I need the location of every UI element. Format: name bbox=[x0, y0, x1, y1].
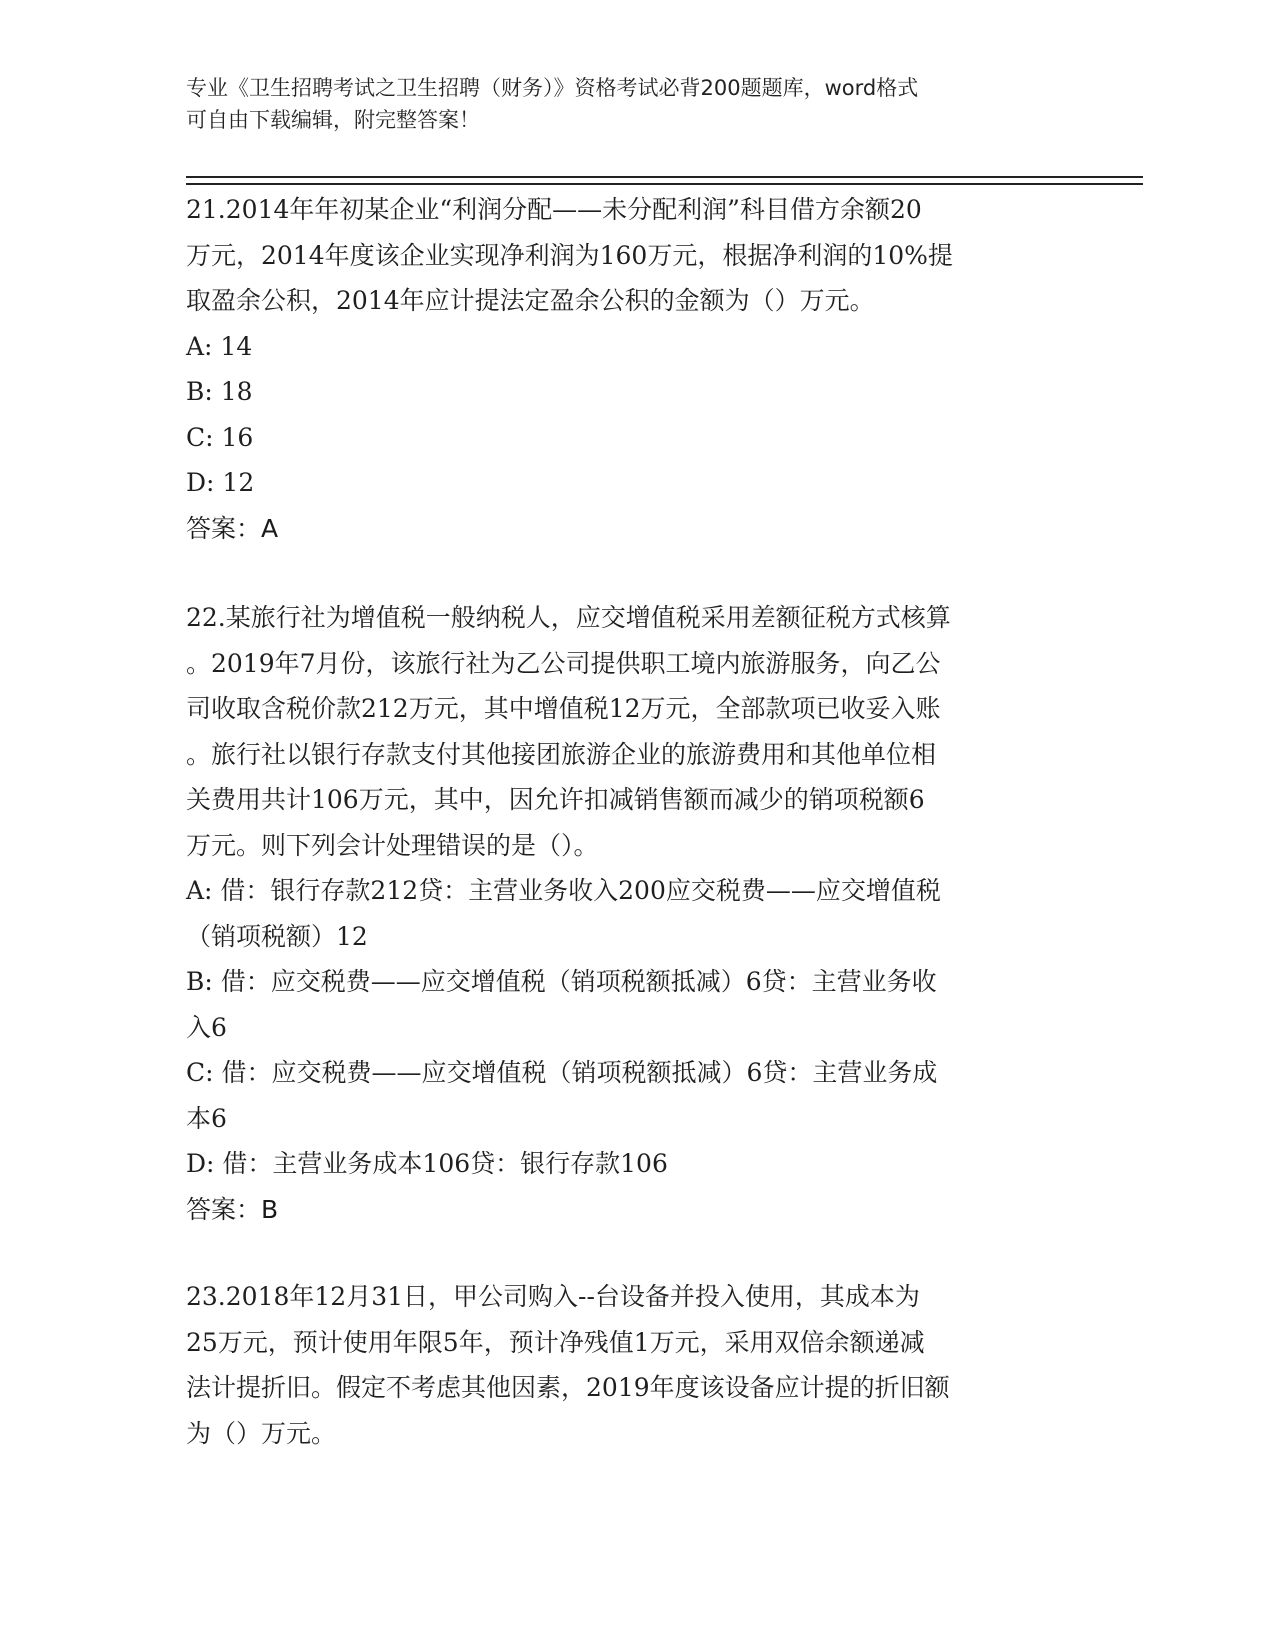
header-divider-bottom bbox=[186, 183, 1143, 185]
question-stem-line: 为（）万元。 bbox=[186, 1418, 337, 1448]
option-b: B: 18 bbox=[186, 377, 253, 406]
document-header bbox=[186, 72, 1066, 136]
option-d: D: 12 bbox=[186, 468, 255, 497]
option-b-continued: 入6 bbox=[186, 1012, 227, 1042]
option-c-continued: 本6 bbox=[186, 1103, 227, 1133]
option-a: A: 借：银行存款212贷：主营业务收入200应交税费——应交增值税 bbox=[186, 876, 941, 905]
question-stem-line: 关费用共计106万元，其中，因允许扣减销售额而减少的销项税额6 bbox=[186, 785, 925, 814]
question-stem-line: 取盈余公积，2014年应计提法定盈余公积的金额为（）万元。 bbox=[186, 286, 875, 315]
option-d: D: 借：主营业务成本106贷：银行存款106 bbox=[186, 1149, 668, 1178]
question-22 bbox=[186, 595, 1081, 1232]
option-a: A: 14 bbox=[186, 331, 253, 361]
header-line-2: 可自由下载编辑，附完整答案！ bbox=[186, 108, 480, 132]
header-line-1: 专业《卫生招聘考试之卫生招聘（财务）》资格考试必背200题题库，word格式 bbox=[186, 76, 919, 100]
option-c: C: 16 bbox=[186, 422, 254, 452]
question-stem-line: 21.2014年年初某企业“利润分配——未分配利润”科目借方余额20 bbox=[186, 195, 922, 224]
question-stem-line: 22.某旅行社为增值税一般纳税人，应交增值税采用差额征税方式核算 bbox=[186, 603, 951, 632]
question-stem-line: 。2019年7月份，该旅行社为乙公司提供职工境内旅游服务，向乙公 bbox=[186, 648, 941, 678]
question-23 bbox=[186, 1274, 1081, 1456]
question-stem-line: 25万元，预计使用年限5年，预计净残值1万元，采用双倍余额递减 bbox=[186, 1327, 925, 1357]
question-stem-line: 万元，2014年度该企业实现净利润为160万元，根据净利润的10%提 bbox=[186, 240, 953, 270]
option-b: B: 借：应交税费——应交增值税（销项税额抵减）6贷：主营业务收 bbox=[186, 967, 937, 996]
question-stem-line: 万元。则下列会计处理错误的是（）。 bbox=[186, 830, 599, 860]
question-stem-line: 23.2018年12月31日，甲公司购入--台设备并投入使用，其成本为 bbox=[186, 1282, 920, 1311]
question-21 bbox=[186, 187, 1081, 551]
question-stem-line: 法计提折旧。假定不考虑其他因素，2019年度该设备应计提的折旧额 bbox=[186, 1373, 950, 1402]
option-c: C: 借：应交税费——应交增值税（销项税额抵减）6贷：主营业务成 bbox=[186, 1058, 938, 1087]
option-a-continued: （销项税额）12 bbox=[186, 921, 368, 951]
question-stem-line: 。旅行社以银行存款支付其他接团旅游企业的旅游费用和其他单位相 bbox=[186, 739, 937, 769]
question-stem-line: 司收取含税价款212万元，其中增值税12万元，全部款项已收妥入账 bbox=[186, 694, 941, 723]
header-divider-top bbox=[186, 176, 1143, 178]
answer-label: 答案：B bbox=[186, 1194, 279, 1224]
answer-label: 答案：A bbox=[186, 513, 279, 543]
